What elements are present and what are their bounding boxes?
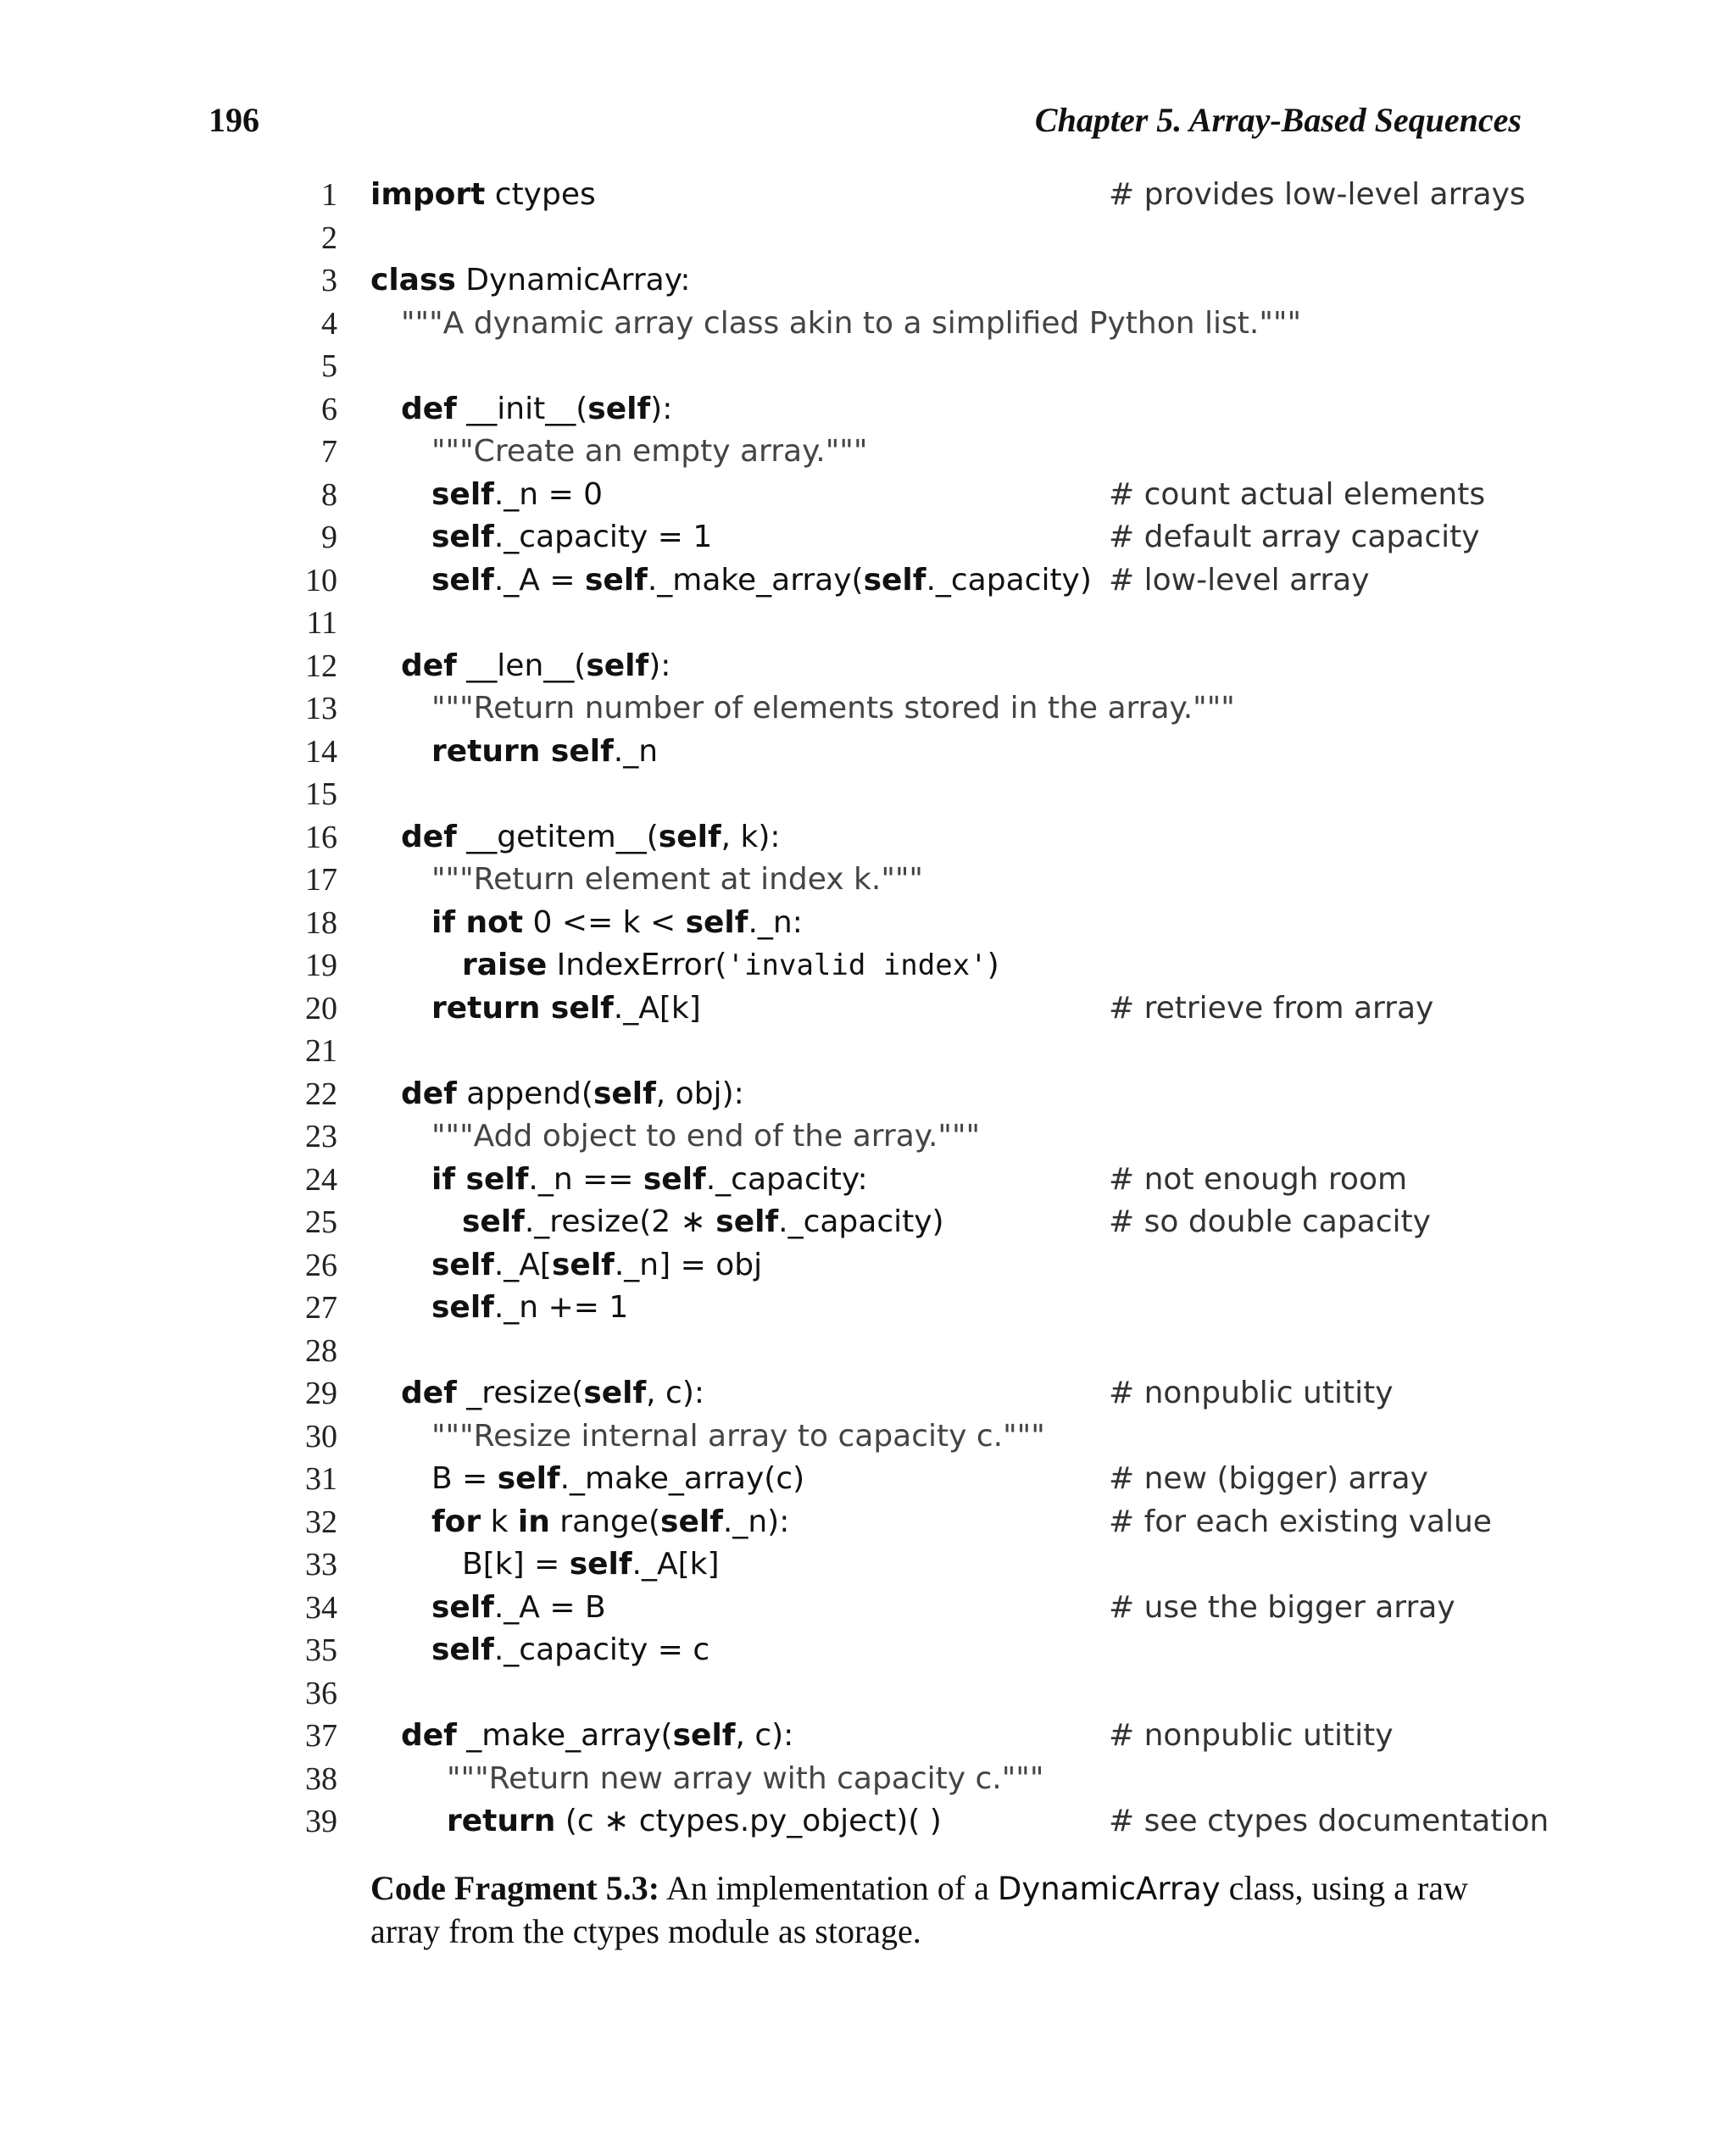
code-line	[0, 731, 1736, 774]
code-docstring: """A dynamic array class akin to a simplified Python list."""	[401, 305, 1302, 341]
code-line	[0, 474, 1736, 517]
code-comment: # provides low-level arrays	[1109, 177, 1526, 212]
code-token: ._A[	[493, 1247, 552, 1282]
code-line	[0, 1501, 1736, 1544]
code-line	[0, 1629, 1736, 1672]
code-token: ._A = B	[493, 1589, 606, 1625]
code-text	[370, 259, 691, 303]
code-token: , c):	[646, 1376, 705, 1410]
code-line	[0, 1458, 1736, 1501]
line-number: 10	[305, 562, 337, 598]
code-token: __getitem__(	[456, 819, 659, 854]
code-line	[0, 1672, 1736, 1716]
code-comment: # nonpublic utitity	[1109, 1718, 1394, 1753]
code-keyword: self	[431, 1247, 494, 1282]
code-keyword: self	[497, 1461, 560, 1496]
code-token: (c ∗ ctypes.py_object)( )	[555, 1804, 942, 1838]
code-text	[370, 816, 781, 859]
code-text	[370, 645, 670, 688]
code-token: ._make_array(	[647, 562, 864, 598]
code-token: B =	[431, 1461, 498, 1496]
line-number: 8	[321, 476, 337, 513]
code-text	[370, 1201, 944, 1244]
line-number: 19	[305, 948, 337, 983]
code-token: B[k] =	[462, 1547, 570, 1582]
code-line	[0, 1372, 1736, 1415]
code-text	[370, 516, 712, 559]
code-text	[370, 987, 701, 1031]
line-number: 33	[305, 1547, 337, 1582]
line-number: 3	[321, 263, 337, 298]
code-line	[0, 816, 1736, 859]
code-token: k	[481, 1504, 518, 1539]
code-token: ._n ==	[528, 1161, 643, 1197]
line-number: 26	[305, 1247, 337, 1283]
line-number: 7	[321, 434, 337, 470]
code-string: 'invalid index'	[726, 948, 988, 982]
code-token: , k):	[721, 819, 781, 854]
code-token: ._capacity)	[778, 1204, 944, 1239]
code-token: ):	[648, 648, 671, 683]
code-token: ._capacity:	[705, 1161, 868, 1197]
code-line	[0, 431, 1736, 474]
line-number: 18	[305, 904, 337, 941]
code-token: ._capacity = c	[493, 1632, 710, 1667]
code-text	[370, 687, 1235, 731]
code-comment: # new (bigger) array	[1109, 1461, 1428, 1496]
code-token: ._resize(2 ∗	[524, 1204, 716, 1239]
code-token: __init__(	[456, 391, 588, 426]
code-text	[370, 1372, 704, 1415]
code-keyword: for	[431, 1504, 481, 1539]
code-keyword: import	[370, 177, 486, 212]
line-number: 39	[305, 1804, 337, 1839]
code-keyword: self	[685, 904, 748, 940]
code-token: ._n):	[722, 1504, 790, 1539]
code-comment: # retrieve from array	[1109, 990, 1434, 1026]
code-token: append(	[456, 1076, 593, 1111]
line-number: 24	[305, 1161, 337, 1198]
code-text	[370, 431, 867, 474]
code-line	[0, 1244, 1736, 1287]
code-keyword: raise	[462, 948, 548, 982]
caption-class-name: DynamicArray	[997, 1871, 1221, 1907]
code-line	[0, 687, 1736, 731]
code-keyword: def	[401, 819, 457, 854]
code-text	[370, 1287, 628, 1330]
code-line	[0, 859, 1736, 902]
code-token: , c):	[735, 1718, 794, 1753]
caption-text-after: class, using a raw array from the ctypes module as storage.	[370, 1869, 1468, 1950]
code-token: )	[987, 948, 999, 982]
line-number: 14	[305, 733, 337, 770]
page-number: 196	[209, 101, 259, 139]
code-text	[370, 1415, 1045, 1459]
code-token: range(	[549, 1504, 661, 1539]
line-number: 2	[321, 220, 337, 256]
code-keyword: self	[586, 648, 649, 683]
line-number: 31	[305, 1461, 337, 1497]
code-keyword: self	[643, 1161, 706, 1197]
code-token: __len__(	[456, 648, 587, 683]
code-keyword: self	[660, 1504, 723, 1539]
code-keyword: self	[593, 1076, 656, 1111]
code-comment: # see ctypes documentation	[1109, 1804, 1550, 1838]
code-docstring: """Add object to end of the array."""	[431, 1119, 981, 1154]
code-token: ._n] = obj	[614, 1247, 763, 1282]
code-token: ._A[k]	[632, 1547, 720, 1582]
line-number: 4	[321, 305, 337, 342]
code-token: ._n:	[748, 904, 803, 940]
code-comment: # default array capacity	[1109, 520, 1480, 554]
code-token: ._A =	[493, 562, 585, 598]
code-keyword: self	[587, 391, 651, 426]
code-line	[0, 345, 1736, 388]
line-number: 36	[305, 1675, 337, 1711]
code-line	[0, 602, 1736, 645]
line-number: 37	[305, 1718, 337, 1754]
code-comment: # count actual elements	[1109, 476, 1486, 512]
code-comment: # use the bigger array	[1109, 1589, 1455, 1625]
code-token: ._make_array(c)	[559, 1461, 805, 1496]
code-keyword: def	[401, 1076, 457, 1111]
code-text	[370, 1244, 762, 1287]
line-number: 23	[305, 1119, 337, 1154]
line-number: 30	[305, 1418, 337, 1454]
code-text	[370, 174, 596, 217]
code-line	[0, 559, 1736, 603]
code-text	[370, 388, 672, 431]
code-keyword: self	[431, 520, 494, 554]
code-text	[370, 1159, 868, 1202]
code-line	[0, 773, 1736, 816]
code-keyword: return	[447, 1804, 556, 1838]
code-keyword: in	[517, 1504, 550, 1539]
code-text	[370, 1543, 720, 1587]
code-token: ._n = 0	[493, 476, 604, 512]
code-line	[0, 217, 1736, 260]
line-number: 20	[305, 990, 337, 1026]
code-text	[370, 1501, 789, 1544]
code-comment: # not enough room	[1109, 1161, 1408, 1197]
code-keyword: def	[401, 391, 457, 426]
code-text	[370, 944, 999, 987]
code-line	[0, 303, 1736, 346]
line-number: 9	[321, 520, 337, 555]
code-line	[0, 1287, 1736, 1330]
line-number: 6	[321, 391, 337, 427]
code-text	[370, 1800, 942, 1843]
line-number: 11	[306, 605, 337, 641]
code-keyword: self	[431, 562, 494, 598]
line-number: 29	[305, 1376, 337, 1411]
chapter-title: Chapter 5. Array-Based Sequences	[1034, 101, 1522, 139]
code-line	[0, 1330, 1736, 1373]
code-keyword: self	[431, 1589, 494, 1625]
code-text	[370, 474, 603, 517]
code-keyword: self	[431, 1290, 494, 1325]
code-text	[370, 1115, 980, 1159]
code-text	[370, 1758, 1043, 1801]
code-line	[0, 1715, 1736, 1758]
line-number: 17	[305, 862, 337, 898]
code-keyword: self	[431, 1632, 494, 1667]
line-number: 22	[305, 1076, 337, 1112]
code-docstring: """Return element at index k."""	[431, 862, 923, 897]
code-text	[370, 1458, 804, 1501]
line-number: 13	[305, 691, 337, 726]
code-token: , obj):	[655, 1076, 744, 1111]
code-line	[0, 1159, 1736, 1202]
code-text	[370, 731, 658, 774]
code-line	[0, 1115, 1736, 1159]
code-keyword: self	[658, 819, 721, 854]
code-line	[0, 259, 1736, 303]
code-token: ._n	[613, 733, 659, 769]
code-line	[0, 1415, 1736, 1459]
code-text	[370, 303, 1301, 346]
code-text	[370, 559, 1092, 603]
code-text	[370, 1587, 606, 1630]
code-keyword: self	[551, 1247, 615, 1282]
code-docstring: """Return number of elements stored in the array."""	[431, 691, 1235, 726]
code-keyword: if self	[431, 1161, 529, 1197]
code-line	[0, 516, 1736, 559]
code-text	[370, 1629, 709, 1672]
code-docstring: """Resize internal array to capacity c."""	[431, 1418, 1045, 1454]
code-text	[370, 902, 803, 945]
code-keyword: def	[401, 1376, 457, 1410]
code-line	[0, 987, 1736, 1031]
code-line	[0, 1587, 1736, 1630]
line-number: 25	[305, 1204, 337, 1240]
code-token: ):	[650, 391, 673, 426]
code-comment: # low-level array	[1109, 562, 1370, 598]
code-keyword: self	[863, 562, 926, 598]
line-number: 12	[305, 648, 337, 684]
code-keyword: self	[431, 476, 494, 512]
code-line	[0, 1543, 1736, 1587]
figure-caption	[370, 1867, 1523, 1953]
code-line	[0, 1030, 1736, 1073]
code-line	[0, 1758, 1736, 1801]
code-line	[0, 1800, 1736, 1843]
line-number: 15	[305, 776, 337, 812]
code-text	[370, 1073, 744, 1116]
code-text	[370, 859, 923, 902]
code-keyword: self	[672, 1718, 736, 1753]
code-keyword: self	[715, 1204, 779, 1239]
line-number: 21	[305, 1033, 337, 1069]
code-token: DynamicArray:	[455, 263, 691, 298]
code-keyword: self	[584, 562, 648, 598]
caption-label: Code Fragment 5.3:	[370, 1869, 660, 1907]
code-text	[370, 1715, 793, 1758]
code-token: ._capacity)	[926, 562, 1092, 598]
code-token: 0 <= k <	[523, 904, 686, 940]
code-keyword: if not	[431, 904, 524, 940]
line-number: 34	[305, 1589, 337, 1626]
line-number: 38	[305, 1760, 337, 1797]
code-comment: # for each existing value	[1109, 1504, 1492, 1539]
code-keyword: self	[462, 1204, 525, 1239]
code-line	[0, 944, 1736, 987]
code-keyword: return self	[431, 990, 614, 1026]
code-line	[0, 1073, 1736, 1116]
code-listing	[0, 174, 1736, 1843]
code-line	[0, 1201, 1736, 1244]
line-number: 35	[305, 1632, 337, 1668]
code-token: IndexError(	[547, 948, 727, 982]
code-docstring: """Return new array with capacity c."""	[447, 1760, 1044, 1796]
line-number: 27	[305, 1290, 337, 1326]
code-token: ._A[k]	[613, 990, 701, 1026]
line-number: 28	[305, 1332, 337, 1369]
code-comment: # so double capacity	[1109, 1204, 1431, 1239]
code-keyword: class	[370, 263, 456, 298]
code-keyword: self	[583, 1376, 647, 1410]
line-number: 32	[305, 1504, 337, 1540]
code-token: ._capacity = 1	[493, 520, 713, 554]
code-line	[0, 902, 1736, 945]
code-line	[0, 174, 1736, 217]
line-number: 1	[321, 177, 337, 213]
code-token: ctypes	[485, 177, 596, 212]
code-keyword: self	[569, 1547, 632, 1582]
code-docstring: """Create an empty array."""	[431, 434, 868, 469]
caption-text-before: An implementation of a	[659, 1869, 998, 1907]
code-token: ._n += 1	[493, 1290, 629, 1325]
code-keyword: def	[401, 1718, 457, 1753]
code-keyword: return self	[431, 733, 614, 769]
code-comment: # nonpublic utitity	[1109, 1376, 1394, 1410]
line-number: 5	[321, 348, 337, 384]
code-line	[0, 388, 1736, 431]
code-token: _make_array(	[456, 1718, 673, 1753]
code-keyword: def	[401, 648, 457, 683]
code-line	[0, 645, 1736, 688]
line-number: 16	[305, 819, 337, 855]
code-token: _resize(	[456, 1376, 584, 1410]
